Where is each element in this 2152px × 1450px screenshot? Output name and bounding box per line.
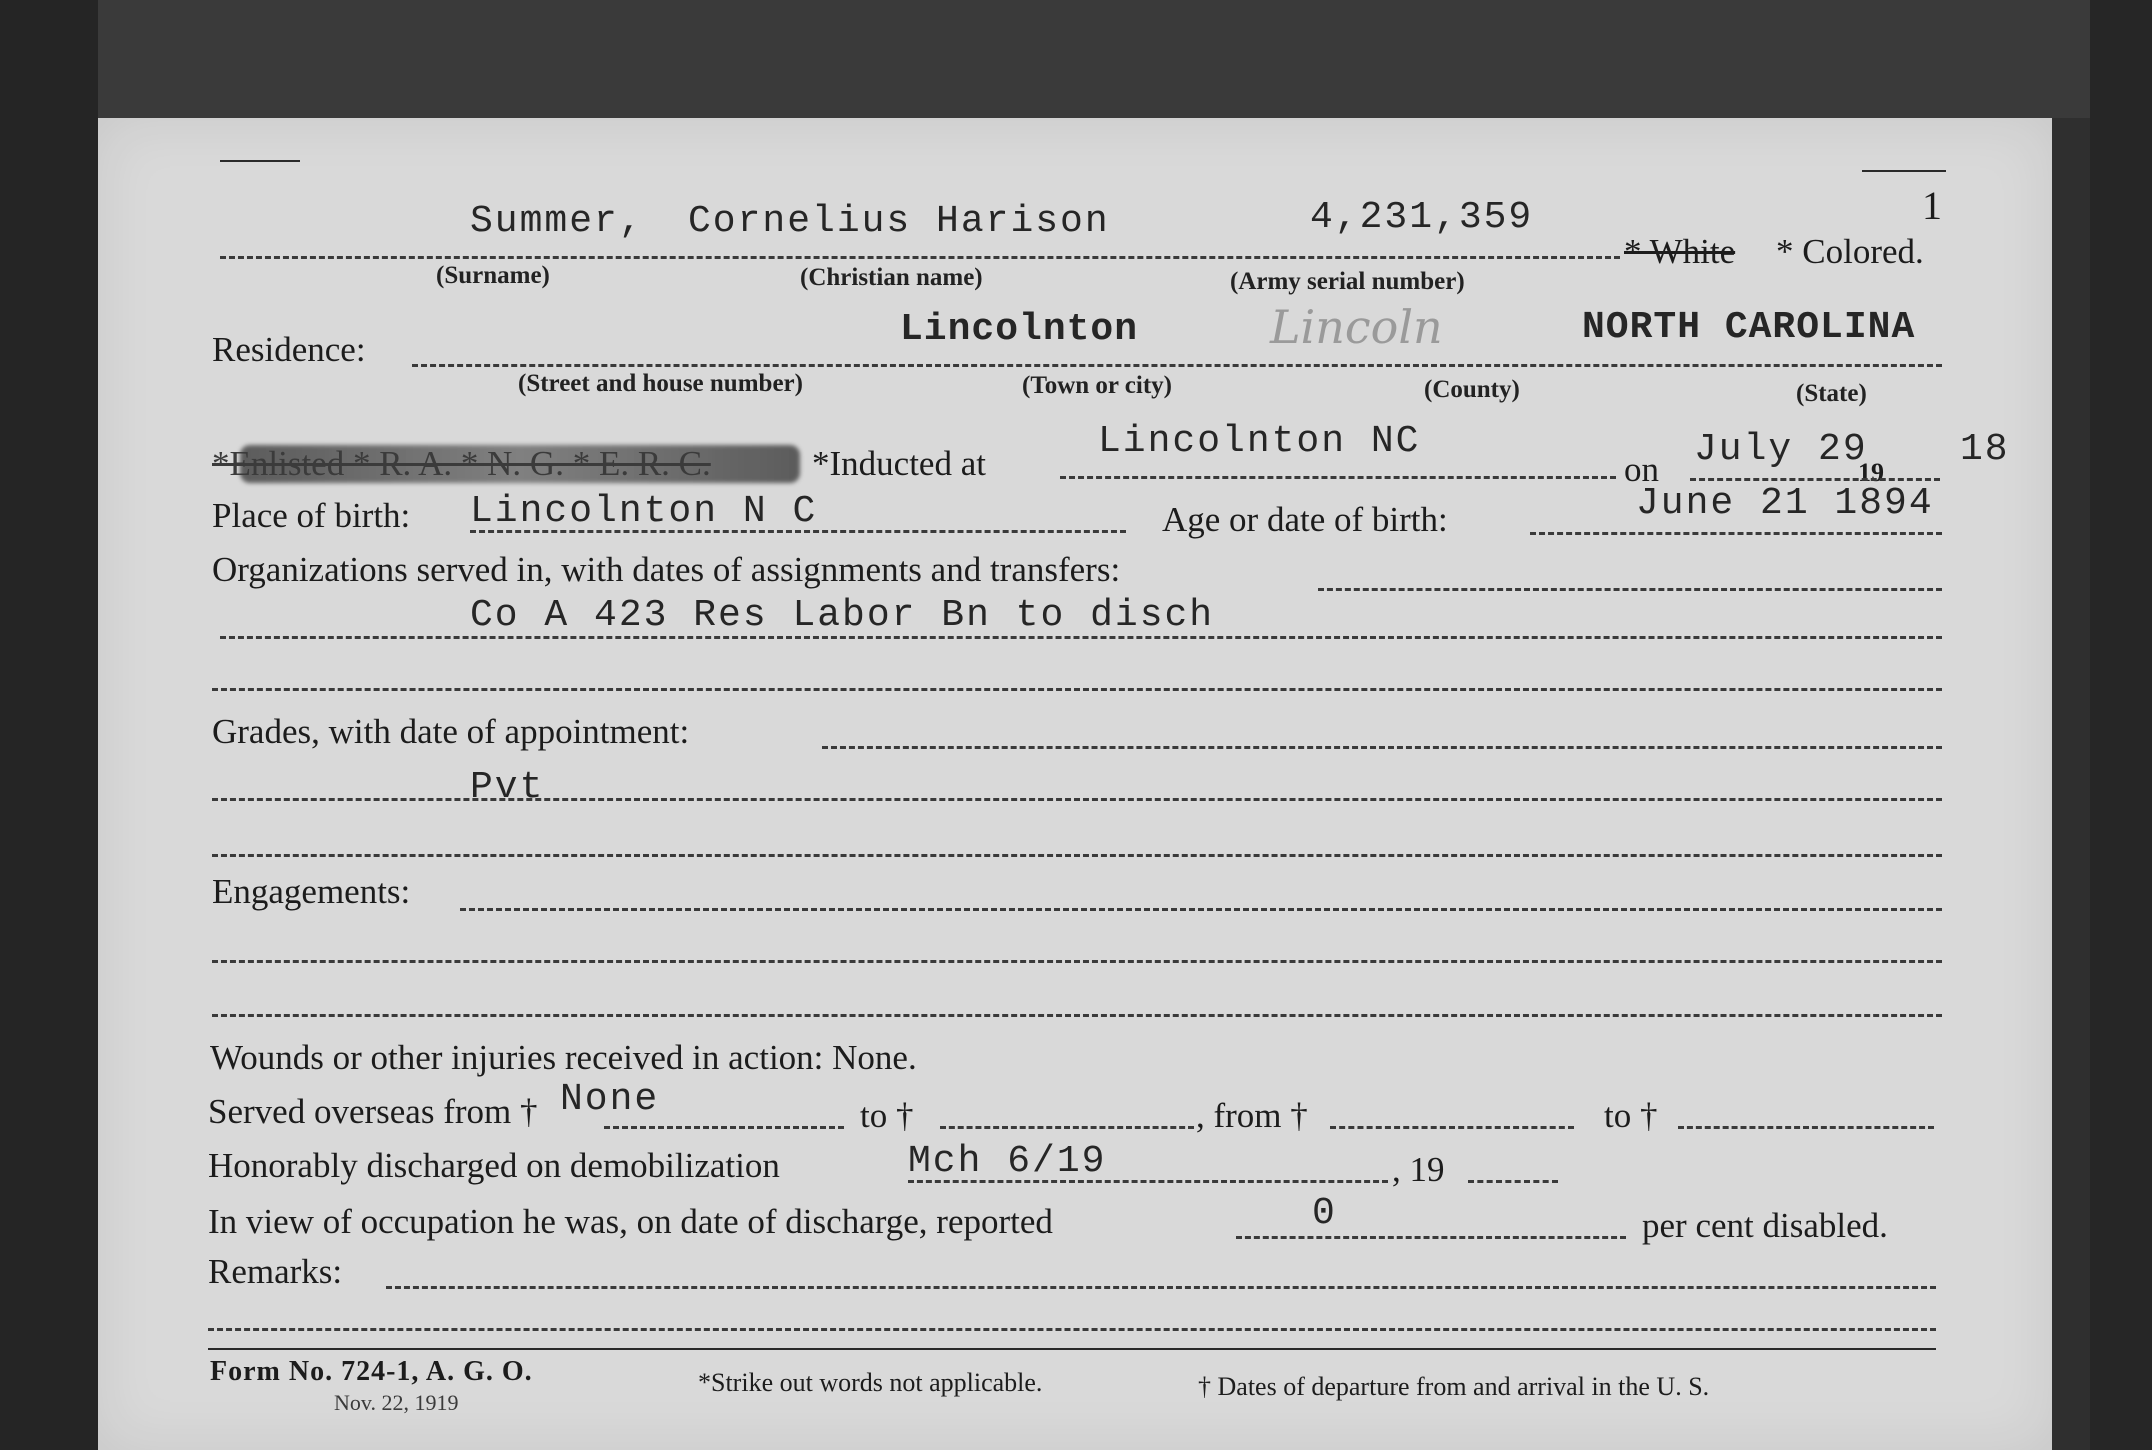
birth-date-line [1530,532,1942,535]
year-prefix: 19 [1858,458,1884,487]
birth-date-value: June 21 1894 [1636,482,1934,525]
overseas-to-line-2 [1678,1126,1934,1129]
state-value: NORTH CAROLINA [1582,306,1916,349]
organizations-line-3 [212,688,1942,691]
remarks-line-1 [386,1286,1936,1289]
overseas-from-line [604,1126,844,1129]
discharge-year-label: , 19 [1392,1150,1445,1189]
age-label: Age or date of birth: [1162,500,1448,539]
name-line [220,256,1620,259]
wounds-label: Wounds or other injuries received in action: None. [210,1038,917,1077]
scanner-background-right [2090,0,2152,1450]
serial-number-value: 4,231,359 [1310,196,1534,239]
induction-date-line [1690,478,1940,481]
induction-date-value: July 29 [1694,428,1868,471]
residence-label: Residence: [212,330,366,369]
card-number: 1 [1922,183,1942,228]
disabled-line [1236,1236,1626,1239]
inducted-label: *Inducted at [812,444,986,483]
occupation-label: In view of occupation he was, on date of discharge, reported [208,1202,1053,1241]
overseas-value: None [560,1078,660,1121]
enlisted-struck-text: *Enlisted * R. A. * N. G. * E. R. C. [212,444,711,483]
residence-line [412,364,1942,367]
organizations-line-2 [220,636,1942,639]
scanner-background-left [0,0,98,1450]
form-number: Form No. 724-1, A. G. O. [210,1356,533,1387]
discharge-year-line [1468,1180,1558,1183]
caption-county: (County) [1424,376,1520,403]
birthplace-value: Lincolnton N C [470,490,818,533]
birthplace-label: Place of birth: [212,496,411,535]
top-left-rule [220,160,300,162]
caption-state: (State) [1796,380,1867,407]
town-value: Lincolnton [900,308,1139,351]
induction-year-value: 18 [1960,428,2010,471]
discharge-value: Mch 6/19 [908,1140,1107,1183]
overseas-to-line [940,1126,1194,1129]
caption-town: (Town or city) [1022,372,1172,399]
top-right-rule [1862,170,1946,172]
on-label: on [1624,450,1659,489]
remarks-label: Remarks: [208,1252,343,1291]
organizations-value: Co A 423 Res Labor Bn to disch [470,594,1215,637]
discharge-line [908,1180,1388,1183]
caption-surname: (Surname) [436,262,550,289]
overseas-from-label: , from † [1196,1096,1308,1135]
disabled-value: 0 [1312,1192,1337,1235]
engagements-line-3 [212,1014,1942,1017]
engagements-label: Engagements: [212,872,411,911]
county-handwritten: Lincoln [1270,300,1443,354]
race-white-struck: * White [1624,232,1736,271]
discharge-label: Honorably discharged on demobilization [208,1146,780,1185]
christian-name-value: Cornelius Harison [688,200,1110,243]
grades-line-3 [212,854,1942,857]
inducted-line [1060,476,1616,479]
disabled-suffix: per cent disabled. [1642,1206,1888,1245]
caption-street: (Street and house number) [518,370,803,397]
surname-value: Summer, [470,200,644,243]
caption-christian-name: (Christian name) [800,264,983,291]
grades-label: Grades, with date of appointment: [212,712,690,751]
grades-value: Pvt [470,766,545,809]
organizations-label: Organizations served in, with dates of assignments and transfers: [212,550,1121,589]
overseas-from-line-2 [1330,1126,1574,1129]
engagements-line-2 [212,960,1942,963]
overseas-to-label-2: to † [1604,1096,1658,1135]
footer-rule [208,1348,1936,1350]
inducted-at-value: Lincolnton NC [1098,420,1421,463]
engagements-line-1 [460,908,1942,911]
grades-line-1 [822,746,1942,749]
organizations-line-1 [1318,588,1942,591]
race-colored: * Colored. [1776,232,1924,271]
remarks-line-2 [208,1328,1936,1331]
footnote-strike-out: *Strike out words not applicable. [698,1368,1043,1397]
overseas-to-label: to † [860,1096,914,1135]
form-date: Nov. 22, 1919 [334,1390,459,1415]
overseas-label: Served overseas from † [208,1092,538,1131]
birthplace-line [470,530,1126,533]
scanner-background-top [0,0,2152,118]
grades-line-2 [212,798,1942,801]
caption-serial-number: (Army serial number) [1230,268,1465,295]
footnote-dates: † Dates of departure from and arrival in the U. S. [1198,1372,1710,1401]
